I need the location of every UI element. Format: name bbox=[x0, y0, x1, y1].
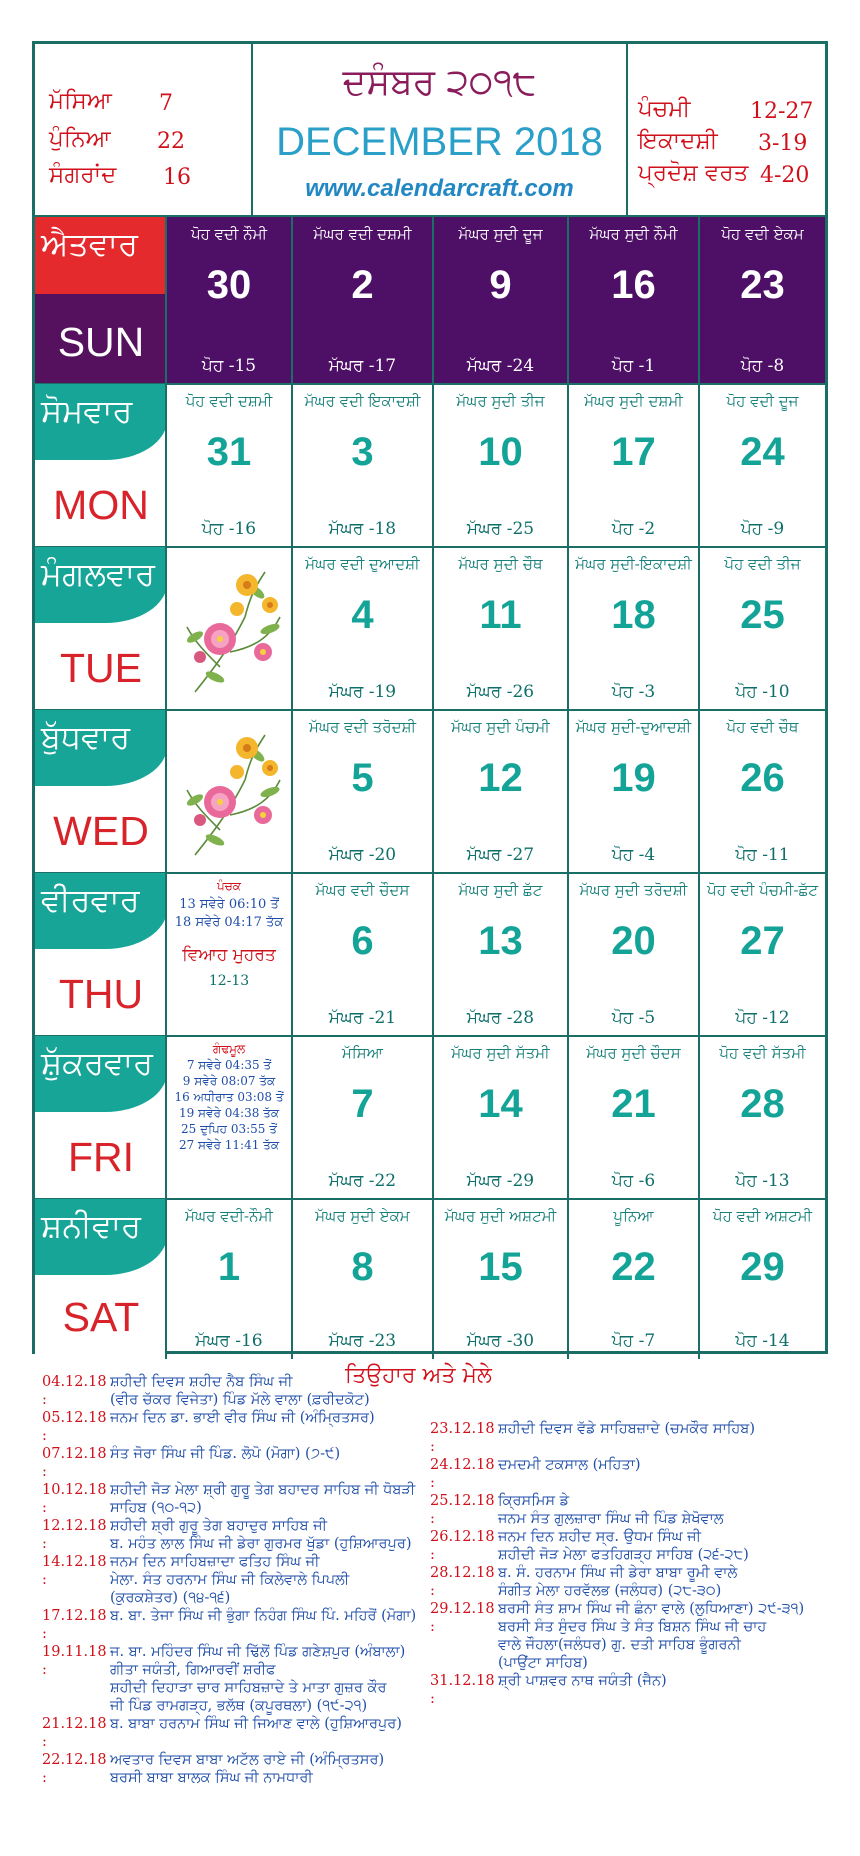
day-name-punjabi: ਮੰਗਲਵਾਰ bbox=[41, 555, 155, 593]
tithi-label: ਮੱਸਿਆ bbox=[341, 1044, 383, 1062]
vivah-title: ਵਿਆਹ ਮੁਹਰਤ bbox=[182, 945, 276, 965]
date-number: 19 bbox=[611, 756, 656, 800]
masya-value: 7 bbox=[159, 91, 173, 116]
date-cell-25 bbox=[700, 547, 825, 710]
date-cell-23 bbox=[700, 217, 825, 384]
festival-text: ਬਰਸੀ ਬਾਬਾ ਬਾਲਕ ਸਿੰਘ ਜੀ ਨਾਮਧਾਰੀ bbox=[110, 1770, 313, 1786]
festival-text: ਸ਼੍ਰੀ ਪਾਸ਼ਵਰ ਨਾਥ ਜਯੰਤੀ (ਜੈਨ) bbox=[498, 1673, 667, 1689]
festival-text: (ਕੁਰਕਸ਼ੇਤਰ) (੧੪-੧੬) bbox=[110, 1590, 231, 1606]
nanakshahi-date: ਪੋਹ -3 bbox=[611, 682, 656, 702]
festival-text: ਸ਼ਹੀਦੀ ਦਿਵਸ ਵੱਡੇ ਸਾਹਿਬਜ਼ਾਦੇ (ਚਮਕੌਰ ਸਾਹਿਬ) bbox=[498, 1421, 755, 1437]
date-cell-12 bbox=[434, 710, 569, 873]
header-right-info bbox=[628, 44, 831, 215]
date-number: 15 bbox=[478, 1245, 523, 1289]
tithi-label: ਮੱਘਰ ਸੁਦੀ ਤੀਜ bbox=[456, 392, 545, 410]
date-cell-7 bbox=[293, 1036, 434, 1199]
date-number: 23 bbox=[740, 263, 785, 307]
nanakshahi-date: ਪੋਹ -5 bbox=[611, 1008, 656, 1028]
week-row-mon bbox=[35, 384, 825, 547]
date-number: 14 bbox=[478, 1082, 523, 1126]
day-label-wed bbox=[35, 710, 167, 873]
nanakshahi-date: ਪੋਹ -4 bbox=[611, 845, 656, 865]
tithi-label: ਮੱਘਰ ਸੁਦੀ ਤਰੋਦਸ਼ੀ bbox=[579, 881, 688, 899]
website-url: www.calendarcraft.com bbox=[305, 175, 574, 202]
nanakshahi-date: ਮੱਘਰ -18 bbox=[328, 519, 397, 539]
week-row-wed bbox=[35, 710, 825, 873]
tithi-label: ਪੂਨਿਆ bbox=[613, 1207, 654, 1225]
date-cell-16 bbox=[569, 217, 700, 384]
header-title bbox=[253, 44, 628, 215]
date-number: 18 bbox=[611, 593, 656, 637]
date-cell-18 bbox=[569, 547, 700, 710]
festival-text: ਅਵਤਾਰ ਦਿਵਸ ਬਾਬਾ ਅਟੱਲ ਰਾਏ ਜੀ (ਅੰਮ੍ਰਿਤਸਰ) bbox=[110, 1752, 385, 1768]
gandmool-line: 7 ਸਵੇਰੇ 04:35 ਤੋਂ bbox=[186, 1058, 272, 1072]
nanakshahi-date: ਪੋਹ -16 bbox=[201, 519, 257, 539]
tithi-label: ਮੱਘਰ ਵਦੀ ਚੌਦਸ bbox=[315, 881, 410, 899]
blank-cell bbox=[167, 547, 293, 710]
date-number: 9 bbox=[489, 263, 512, 307]
date-cell-5 bbox=[293, 710, 434, 873]
gandmool-line: 16 ਅਧੀਰਾਤ 03:08 ਤੋਂ bbox=[174, 1090, 284, 1104]
tithi-label: ਪੋਹ ਵਦੀ ਏਕਮ bbox=[721, 225, 804, 243]
festival-date: 24.12.18 : bbox=[430, 1457, 495, 1491]
festival-entry bbox=[42, 1643, 442, 1715]
tithi-label: ਮੱਘਰ ਸੁਦੀ ਚੌਥ bbox=[458, 555, 543, 573]
festival-entry bbox=[42, 1517, 442, 1553]
festival-text: ਜਨਮ ਦਿਨ ਡਾ. ਭਾਈ ਵੀਰ ਸਿੰਘ ਜੀ (ਅੰਮ੍ਰਿਤਸਰ) bbox=[110, 1410, 375, 1426]
nanakshahi-date: ਮੱਘਰ -26 bbox=[466, 682, 535, 702]
nanakshahi-date: ਪੋਹ -12 bbox=[735, 1008, 790, 1028]
date-number: 21 bbox=[611, 1082, 656, 1126]
festival-text: ਸ਼ਹੀਦੀ ਦਿਵਸ ਸ਼ਹੀਦ ਨੈਬ ਸਿੰਘ ਜੀ bbox=[110, 1374, 293, 1390]
festival-date: 21.12.18 : bbox=[42, 1716, 107, 1750]
festival-text: ਸ਼ਹੀਦੀ ਦਿਹਾੜਾ ਚਾਰ ਸਾਹਿਬਜ਼ਾਦੇ ਤੇ ਮਾਤਾ ਗੁਜ਼ਰ ਕੌਰ bbox=[110, 1680, 387, 1696]
puniya-label: ਪੁੰਨਿਆ bbox=[49, 126, 111, 152]
festivals-right-column bbox=[430, 1420, 850, 1708]
sangrand-label: ਸੰਗਰਾਂਦ bbox=[49, 162, 117, 188]
festival-text: (ਵੀਰ ਚੱਕਰ ਵਿਜੇਤਾ) ਪਿੰਡ ਮੱਲੇ ਵਾਲਾ (ਫ਼ਰੀਦਕੋਟ) bbox=[110, 1392, 370, 1408]
week-row-sat bbox=[35, 1199, 825, 1359]
festival-entry bbox=[430, 1456, 850, 1492]
date-cell-3 bbox=[293, 384, 434, 547]
date-cell-26 bbox=[700, 710, 825, 873]
festival-text: ਜਨਮ ਸੰਤ ਗੁਲਜ਼ਾਰਾ ਸਿੰਘ ਜੀ ਪਿੰਡ ਸ਼ੇਖੋਵਾਲ bbox=[498, 1511, 724, 1527]
day-label-tue bbox=[35, 547, 167, 710]
day-name-punjabi: ਬੁੱਧਵਾਰ bbox=[41, 718, 131, 756]
festival-text: ਬਰਸੀ ਸੰਤ ਸ਼ਾਮ ਸਿੰਘ ਜੀ ਛੰਨਾ ਵਾਲੇ (ਲੁਧਿਆਣਾ) ੨੯-੩੧) bbox=[498, 1601, 805, 1617]
date-cell-27 bbox=[700, 873, 825, 1036]
title-english: DECEMBER 2018 bbox=[276, 120, 603, 164]
date-cell-28 bbox=[700, 1036, 825, 1199]
festival-text: ਸ਼ਹੀਦੀ ਜੋੜ ਮੇਲਾ ਸ਼੍ਰੀ ਗੁਰੂ ਤੇਗ ਬਹਾਦਰ ਸਾਹਿਬ ਜੀ ਧੋਬੜੀ bbox=[110, 1482, 416, 1498]
date-number: 3 bbox=[351, 430, 374, 474]
calendar bbox=[32, 41, 828, 1354]
nanakshahi-date: ਮੱਘਰ -20 bbox=[328, 845, 397, 865]
day-name-english: SAT bbox=[62, 1294, 140, 1340]
day-name-punjabi: ਵੀਰਵਾਰ bbox=[41, 881, 140, 919]
nanakshahi-date: ਮੱਘਰ -23 bbox=[328, 1331, 397, 1351]
day-name-english: THU bbox=[58, 971, 144, 1017]
date-number: 31 bbox=[206, 430, 252, 474]
day-name-english: WED bbox=[53, 808, 149, 854]
nanakshahi-date: ਮੱਘਰ -28 bbox=[466, 1008, 535, 1028]
tithi-label: ਪੋਹ ਵਦੀ ਨੌਮੀ bbox=[190, 225, 268, 243]
date-number: 8 bbox=[351, 1245, 374, 1289]
date-number: 1 bbox=[217, 1245, 241, 1289]
tithi-label: ਮੱਘਰ ਵਦੀ ਇਕਾਦਸ਼ੀ bbox=[304, 392, 421, 410]
blank-cell bbox=[167, 710, 293, 873]
festival-date: 25.12.18 : bbox=[430, 1493, 495, 1527]
pradosh-value: 4-20 bbox=[760, 163, 810, 188]
tithi-label: ਪੋਹ ਵਦੀ ਤੀਜ bbox=[724, 555, 801, 573]
festival-text: ਕ੍ਰਿਸਮਿਸ ਡੇ bbox=[498, 1493, 570, 1509]
date-cell-11 bbox=[434, 547, 569, 710]
date-cell-24 bbox=[700, 384, 825, 547]
day-name-punjabi: ਸ਼ੁੱਕਰਵਾਰ bbox=[41, 1044, 154, 1082]
tithi-label: ਪੋਹ ਵਦੀ ਦਸ਼ਮੀ bbox=[185, 392, 273, 410]
day-label-thu bbox=[35, 873, 167, 1036]
festival-text: ਜ. ਬਾ. ਮਹਿੰਦਰ ਸਿੰਘ ਜੀ ਢਿੱਲੋਂ ਪਿੰਡ ਗਣੇਸ਼ਪੁਰ (ਅੰਬਾਲਾ) bbox=[110, 1644, 406, 1660]
gandmool-line: 9 ਸਵੇਰੇ 08:07 ਤੱਕ bbox=[182, 1074, 276, 1088]
festival-entry bbox=[42, 1715, 442, 1751]
gandmool-title: ਗੰਢਮੂਲ bbox=[212, 1042, 246, 1056]
festival-entry bbox=[430, 1600, 850, 1672]
festival-text: ਜਨਮ ਦਿਨ ਸ਼ਹੀਦ ਸ੍ਰ. ਉਧਮ ਸਿੰਘ ਜੀ bbox=[498, 1529, 701, 1545]
gandmool-line: 27 ਸਵੇਰੇ 11:41 ਤੱਕ bbox=[178, 1138, 280, 1152]
date-number: 26 bbox=[740, 756, 785, 800]
date-cell-6 bbox=[293, 873, 434, 1036]
tithi-label: ਪੋਹ ਵਦੀ ਅਸ਼ਟਮੀ bbox=[712, 1207, 813, 1225]
festival-entry bbox=[430, 1528, 850, 1564]
date-number: 11 bbox=[479, 593, 522, 637]
day-name-punjabi: ਸੋਮਵਾਰ bbox=[41, 392, 133, 430]
sangrand-value: 16 bbox=[163, 165, 191, 190]
pradosh-label: ਪ੍ਰਦੋਸ਼ ਵਰਤ bbox=[638, 160, 749, 186]
ekadashi-value: 3-19 bbox=[758, 131, 808, 156]
date-cell-30 bbox=[167, 217, 293, 384]
date-number: 20 bbox=[611, 919, 656, 963]
festival-date: 10.12.18 : bbox=[42, 1482, 107, 1516]
tithi-label: ਮੱਘਰ ਵਦੀ ਦਸ਼ਮੀ bbox=[313, 225, 412, 243]
title-punjabi: ਦਸੰਬਰ ੨੦੧੮ bbox=[342, 62, 537, 103]
puniya-value: 22 bbox=[157, 129, 185, 154]
festival-text: ਗੀਤਾ ਜਯੰਤੀ, ਗਿਆਰਵੀਂ ਸ਼ਰੀਫ bbox=[110, 1662, 276, 1678]
date-cell-8 bbox=[293, 1199, 434, 1359]
nanakshahi-date: ਪੋਹ -2 bbox=[611, 519, 656, 539]
festival-text: (ਪਾਉਂਟਾ ਸਾਹਿਬ) bbox=[498, 1655, 588, 1671]
festival-text: ਸੰਗੀਤ ਮੇਲਾ ਹਰਵੱਲਭ (ਜਲੰਧਰ) (੨੮-੩੦) bbox=[498, 1583, 722, 1599]
date-number: 17 bbox=[611, 430, 656, 474]
festival-text: ਬ. ਸੰ. ਹਰਨਾਮ ਸਿੰਘ ਜੀ ਡੇਰਾ ਬਾਬਾ ਰੂਮੀ ਵਾਲੇ bbox=[498, 1565, 738, 1581]
tithi-label: ਮੱਘਰ ਸੁਦੀ-ਇਕਾਦਸ਼ੀ bbox=[575, 555, 692, 573]
week-row-tue bbox=[35, 547, 825, 710]
festival-date: 04.12.18 : bbox=[42, 1374, 107, 1408]
festival-text: ਬ. ਮਹੰਤ ਲਾਲ ਸਿੰਘ ਜੀ ਡੇਰਾ ਗੁਰਮਰ ਖੁੱਡਾ (ਹੁਸ਼ਿਆਰਪੁਰ) bbox=[110, 1536, 412, 1552]
festival-date: 19.11.18 : bbox=[42, 1644, 107, 1678]
tithi-label: ਮੱਘਰ ਸੁਦੀ ਪੰਚਮੀ bbox=[451, 718, 550, 736]
festival-date: 17.12.18 : bbox=[42, 1608, 107, 1642]
festival-text: ਬ. ਬਾ. ਤੇਜਾ ਸਿੰਘ ਜੀ ਭੁੰਗਾ ਨਿਹੰਗ ਸਿੰਘ ਪਿੰ. ਮਹਿਰੋਂ (ਮੋਗਾ) bbox=[110, 1608, 417, 1624]
festival-date: 28.12.18 : bbox=[430, 1565, 495, 1599]
tithi-label: ਮੱਘਰ ਸੁਦੀ ਦੂਜ bbox=[458, 225, 543, 243]
day-label-sat bbox=[35, 1199, 167, 1359]
festival-text: ਬਰਸੀ ਸੰਤ ਸੁੰਦਰ ਸਿੰਘ ਤੇ ਸੰਤ ਬਿਸ਼ਨ ਸਿੰਘ ਜੀ ਚਾਹ bbox=[498, 1619, 767, 1635]
festival-text: ਸਾਹਿਬ (੧੦-੧੨) bbox=[110, 1500, 202, 1516]
date-cell-22 bbox=[569, 1199, 700, 1359]
panchak-line: 18 ਸਵੇਰੇ 04:17 ਤੱਕ bbox=[174, 915, 284, 930]
date-number: 22 bbox=[611, 1245, 656, 1289]
day-label-sun bbox=[35, 217, 167, 384]
day-name-english: TUE bbox=[60, 645, 142, 691]
festival-date: 05.12.18 : bbox=[42, 1410, 107, 1444]
festival-text: ਸ਼ਹੀਦੀ ਸ਼੍ਰੀ ਗੁਰੂ ਤੇਗ ਬਹਾਦੁਰ ਸਾਹਿਬ ਜੀ bbox=[110, 1518, 327, 1534]
nanakshahi-date: ਮੱਘਰ -19 bbox=[328, 682, 397, 702]
nanakshahi-date: ਮੱਘਰ -21 bbox=[328, 1008, 397, 1028]
date-cell-1 bbox=[167, 1199, 293, 1359]
festival-text: ਸੰਤ ਜੋਰਾ ਸਿੰਘ ਜੀ ਪਿੰਡ. ਲੋਪੋ (ਮੋਗਾ) (੭-੯) bbox=[110, 1446, 341, 1462]
festival-date: 26.12.18 : bbox=[430, 1529, 495, 1563]
nanakshahi-date: ਮੱਘਰ -17 bbox=[328, 356, 397, 376]
festival-date: 23.12.18 : bbox=[430, 1421, 495, 1455]
festival-date: 07.12.18 : bbox=[42, 1446, 107, 1480]
festival-text: ਜੀ ਪਿੰਡ ਰਾਮਗੜ੍ਹ, ਭਲੱਥ (ਕਪੂਰਥਲਾ) (੧੯-੨੧) bbox=[110, 1698, 368, 1714]
nanakshahi-date: ਪੋਹ -7 bbox=[611, 1331, 656, 1351]
nanakshahi-date: ਪੋਹ -14 bbox=[735, 1331, 790, 1351]
week-row-thu bbox=[35, 873, 825, 1036]
festivals-left-column bbox=[42, 1373, 442, 1787]
nanakshahi-date: ਮੱਘਰ -16 bbox=[195, 1331, 263, 1351]
day-name-english: MON bbox=[53, 482, 149, 528]
flower-illustration bbox=[175, 720, 291, 860]
festival-date: 29.12.18 : bbox=[430, 1601, 495, 1635]
festivals-title: ਤਿਉਹਾਰ ਅਤੇ ਮੇਲੇ bbox=[345, 1363, 492, 1388]
panchak-line: 13 ਸਵੇਰੇ 06:10 ਤੋਂ bbox=[179, 897, 279, 912]
gandmool-line: 19 ਸਵੇਰੇ 04:38 ਤੱਕ bbox=[178, 1106, 280, 1120]
date-cell-17 bbox=[569, 384, 700, 547]
festival-text: ਸ਼ਹੀਦੀ ਜੋੜ ਮੇਲਾ ਫਤਹਿਗੜ੍ਹ ਸਾਹਿਬ (੨੬-੨੮) bbox=[498, 1547, 749, 1563]
date-cell-2 bbox=[293, 217, 434, 384]
date-number: 2 bbox=[351, 263, 374, 307]
nanakshahi-date: ਪੋਹ -1 bbox=[611, 356, 656, 376]
festival-text: ਦਮਦਮੀ ਟਕਸਾਲ (ਮਹਿਤਾ) bbox=[498, 1457, 641, 1473]
day-name-punjabi: ਸ਼ਨੀਵਾਰ bbox=[41, 1207, 141, 1245]
festival-entry bbox=[430, 1420, 850, 1456]
tithi-label: ਮੱਘਰ ਵਦੀ-ਨੌਮੀ bbox=[185, 1207, 273, 1225]
festival-entry bbox=[42, 1373, 442, 1409]
nanakshahi-date: ਮੱਘਰ -29 bbox=[466, 1171, 535, 1191]
date-number: 7 bbox=[351, 1082, 374, 1126]
date-number: 16 bbox=[611, 263, 656, 307]
calendar-grid bbox=[35, 215, 825, 1351]
date-number: 12 bbox=[478, 756, 523, 800]
festival-entry bbox=[42, 1409, 442, 1445]
festival-entry bbox=[42, 1751, 442, 1787]
nanakshahi-date: ਪੋਹ -8 bbox=[740, 356, 785, 376]
date-number: 28 bbox=[740, 1082, 785, 1126]
festival-entry bbox=[42, 1553, 442, 1607]
nanakshahi-date: ਮੱਘਰ -24 bbox=[466, 356, 535, 376]
date-cell-19 bbox=[569, 710, 700, 873]
tithi-label: ਮੱਘਰ ਸੁਦੀ ਏਕਮ bbox=[315, 1207, 410, 1225]
day-name-english: FRI bbox=[67, 1134, 135, 1180]
day-label-mon bbox=[35, 384, 167, 547]
date-number: 25 bbox=[740, 593, 785, 637]
festival-text: ਮੇਲਾ. ਸੰਤ ਹਰਨਾਮ ਸਿੰਘ ਜੀ ਕਿਲੇਵਾਲੇ ਪਿਪਲੀ bbox=[110, 1572, 350, 1588]
nanakshahi-date: ਪੋਹ -13 bbox=[735, 1171, 790, 1191]
tithi-label: ਪੋਹ ਵਦੀ ਪੰਚਮੀ-ਛੱਟ bbox=[707, 881, 818, 899]
festival-date: 22.12.18 : bbox=[42, 1752, 107, 1786]
date-number: 4 bbox=[351, 593, 374, 637]
header-left-info bbox=[35, 44, 253, 215]
tithi-label: ਮੱਘਰ ਸੁਦੀ ਨੌਮੀ bbox=[589, 225, 678, 243]
date-cell-29 bbox=[700, 1199, 825, 1359]
week-row-sun bbox=[35, 217, 825, 384]
tithi-label: ਮੱਘਰ ਵਦੀ ਤਰੋਦਸ਼ੀ bbox=[308, 718, 417, 736]
tithi-label: ਮੱਘਰ ਸੁਦੀ ਦਸ਼ਮੀ bbox=[584, 392, 683, 410]
masya-label: ਮੱਸਿਆ bbox=[49, 88, 112, 114]
tithi-label: ਮੱਘਰ ਸੁਦੀ ਸੱਤਮੀ bbox=[451, 1044, 550, 1062]
nanakshahi-date: ਪੋਹ -10 bbox=[735, 682, 790, 702]
date-number: 30 bbox=[206, 263, 252, 307]
tithi-label: ਪੋਹ ਵਦੀ ਚੌਥ bbox=[726, 718, 799, 736]
date-number: 29 bbox=[740, 1245, 785, 1289]
festival-entry bbox=[430, 1492, 850, 1528]
date-cell-10 bbox=[434, 384, 569, 547]
date-cell-14 bbox=[434, 1036, 569, 1199]
nanakshahi-date: ਪੋਹ -11 bbox=[735, 845, 790, 865]
vivah-dates: 12-13 bbox=[208, 973, 250, 989]
festival-date: 31.12.18 : bbox=[430, 1673, 495, 1707]
panchak-vivah-note bbox=[167, 873, 293, 1036]
date-cell-15 bbox=[434, 1199, 569, 1359]
festival-entry bbox=[430, 1672, 850, 1708]
festival-text: ਬ. ਬਾਬਾ ਹਰਨਾਮ ਸਿੰਘ ਜੀ ਜਿਆਣ ਵਾਲੇ (ਹੁਸ਼ਿਆਰਪੁਰ) bbox=[110, 1716, 402, 1732]
panchak-title: ਪੰਚਕ bbox=[216, 879, 241, 893]
festival-entry bbox=[42, 1481, 442, 1517]
tithi-label: ਪੋਹ ਵਦੀ ਦੂਜ bbox=[726, 392, 799, 410]
day-name-english: SUN bbox=[57, 319, 145, 365]
nanakshahi-date: ਪੋਹ -9 bbox=[740, 519, 785, 539]
tithi-label: ਮੱਘਰ ਸੁਦੀ ਚੌਦਸ bbox=[586, 1044, 681, 1062]
tithi-label: ਮੱਘਰ ਵਦੀ ਦੁਆਦਸ਼ੀ bbox=[305, 555, 420, 573]
gandmool-note bbox=[167, 1036, 293, 1199]
festival-date: 14.12.18 : bbox=[42, 1554, 107, 1588]
festival-entry bbox=[430, 1564, 850, 1600]
date-cell-4 bbox=[293, 547, 434, 710]
date-cell-20 bbox=[569, 873, 700, 1036]
tithi-label: ਮੱਘਰ ਸੁਦੀ-ਦੁਆਦਸ਼ੀ bbox=[575, 718, 692, 736]
date-cell-9 bbox=[434, 217, 569, 384]
date-number: 6 bbox=[351, 919, 374, 963]
day-label-fri bbox=[35, 1036, 167, 1199]
panchmi-label: ਪੰਚਮੀ bbox=[638, 96, 691, 122]
nanakshahi-date: ਮੱਘਰ -25 bbox=[466, 519, 535, 539]
tithi-label: ਮੱਘਰ ਸੁਦੀ ਅਸ਼ਟਮੀ bbox=[444, 1207, 557, 1225]
panchmi-value: 12-27 bbox=[750, 99, 814, 124]
gandmool-line: 25 ਦੁਪਿਹ 03:55 ਤੋਂ bbox=[181, 1122, 277, 1136]
festival-date: 12.12.18 : bbox=[42, 1518, 107, 1552]
festival-entry bbox=[42, 1607, 442, 1643]
festival-text: ਜਨਮ ਦਿਨ ਸਾਹਿਬਜ਼ਾਦਾ ਫਤਿਹ ਸਿੰਘ ਜੀ bbox=[110, 1554, 320, 1570]
tithi-label: ਮੱਘਰ ਸੁਦੀ ਛੱਟ bbox=[458, 881, 543, 899]
date-number: 24 bbox=[740, 430, 785, 474]
nanakshahi-date: ਮੱਘਰ -27 bbox=[466, 845, 535, 865]
festival-entry bbox=[42, 1445, 442, 1481]
date-cell-21 bbox=[569, 1036, 700, 1199]
week-row-fri bbox=[35, 1036, 825, 1199]
tithi-label: ਪੋਹ ਵਦੀ ਸੱਤਮੀ bbox=[719, 1044, 806, 1062]
ekadashi-label: ਇਕਾਦਸ਼ੀ bbox=[638, 128, 718, 154]
date-cell-13 bbox=[434, 873, 569, 1036]
nanakshahi-date: ਮੱਘਰ -30 bbox=[466, 1331, 535, 1351]
day-name-punjabi: ਐਤਵਾਰ bbox=[41, 225, 138, 263]
date-number: 5 bbox=[351, 756, 374, 800]
flower-illustration bbox=[175, 557, 291, 697]
date-number: 13 bbox=[478, 919, 523, 963]
date-cell-31 bbox=[167, 384, 293, 547]
nanakshahi-date: ਪੋਹ -15 bbox=[201, 356, 257, 376]
date-number: 10 bbox=[478, 430, 523, 474]
festival-text: ਵਾਲੇ ਜੌਹਲਾ(ਜਲੰਧਰ) ਗੁ. ਦਤੀ ਸਾਹਿਬ ਭੂੰਗਰਨੀ bbox=[498, 1637, 741, 1653]
date-number: 27 bbox=[740, 919, 785, 963]
nanakshahi-date: ਮੱਘਰ -22 bbox=[328, 1171, 397, 1191]
nanakshahi-date: ਪੋਹ -6 bbox=[611, 1171, 656, 1191]
